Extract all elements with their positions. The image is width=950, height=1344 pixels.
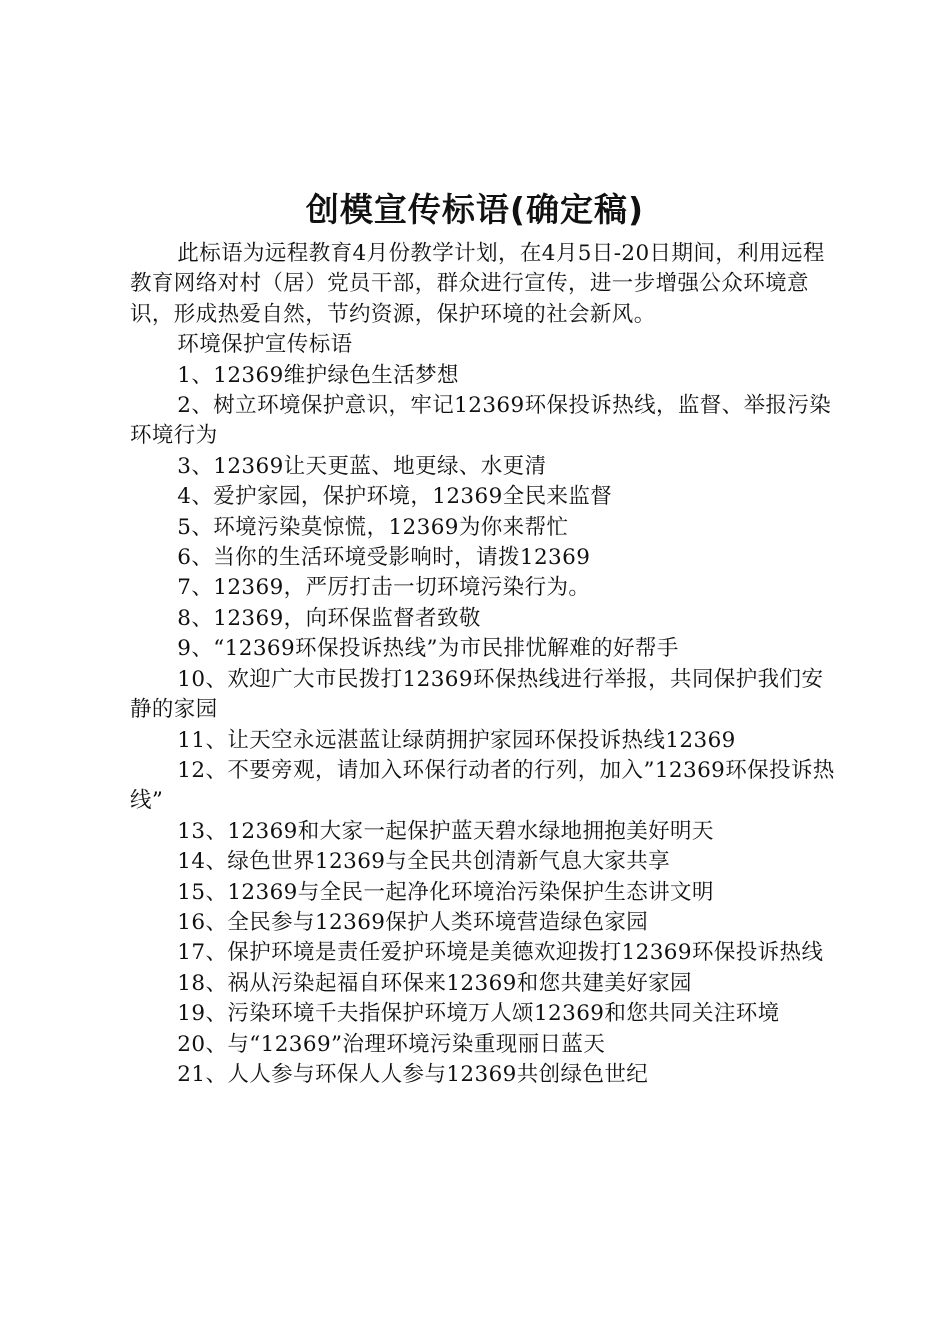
slogan-item: 8、12369，向环保监督者致敬	[177, 605, 481, 631]
slogan-item: 12、不要旁观，请加入环保行动者的行列，加入”12369环保投诉热线”	[130, 757, 835, 814]
slogan-item: 18、祸从污染起福自环保来12369和您共建美好家园	[177, 970, 692, 996]
slogan-item: 4、爱护家园，保护环境，12369全民来监督	[177, 484, 613, 510]
slogan-item: 9、“12369环保投诉热线”为市民排忧解难的好帮手	[177, 636, 679, 662]
slogan-item: 2、树立环境保护意识，牢记12369环保投诉热线，监督、举报污染环境行为	[130, 393, 832, 449]
slogan-item: 6、当你的生活环境受影响时，请拨12369	[177, 545, 591, 571]
slogan-item: 13、12369和大家一起保护蓝天碧水绿地拥抱美好明天	[177, 818, 714, 844]
intro-paragraph: 此标语为远程教育4月份教学计划，在4月5日-20日期间，利用远程教育网络对村（居）党员干部，群众进行宣传，进一步增强公众环境意识，形成热爱自然，节约资源，保护环境的社会新风。	[130, 241, 825, 327]
slogan-item: 7、12369，严厉打击一切环境污染行为。	[177, 575, 591, 601]
document-body	[130, 239, 838, 1090]
slogan-item: 17、保护环境是责任爱护环境是美德欢迎拨打12369环保投诉热线	[177, 940, 824, 966]
slogan-item: 15、12369与全民一起净化环境治污染保护生态讲文明	[177, 879, 714, 905]
slogan-item: 10、欢迎广大市民拨打12369环保热线进行举报，共同保护我们安静的家园	[130, 666, 824, 723]
slogan-item: 21、人人参与环保人人参与12369共创绿色世纪	[177, 1061, 649, 1087]
slogan-item: 19、污染环境千夫指保护环境万人颂12369和您共同关注环境	[177, 1001, 780, 1027]
section-heading: 环境保护宣传标语	[177, 332, 353, 358]
slogan-item: 3、12369让天更蓝、地更绿、水更清	[177, 453, 547, 479]
document-title: 创模宣传标语(确定稿)	[305, 190, 645, 229]
slogan-item: 20、与“12369”治理环境污染重现丽日蓝天	[177, 1031, 606, 1057]
slogan-item: 1、12369维护绿色生活梦想	[177, 362, 459, 388]
slogan-item: 16、全民参与12369保护人类环境营造绿色家园	[177, 909, 649, 935]
slogan-item: 14、绿色世界12369与全民共创清新气息大家共享	[177, 849, 671, 875]
slogan-item: 5、环境污染莫惊慌，12369为你来帮忙	[177, 514, 569, 540]
slogan-item: 11、让天空永远湛蓝让绿荫拥护家园环保投诉热线12369	[177, 727, 736, 753]
